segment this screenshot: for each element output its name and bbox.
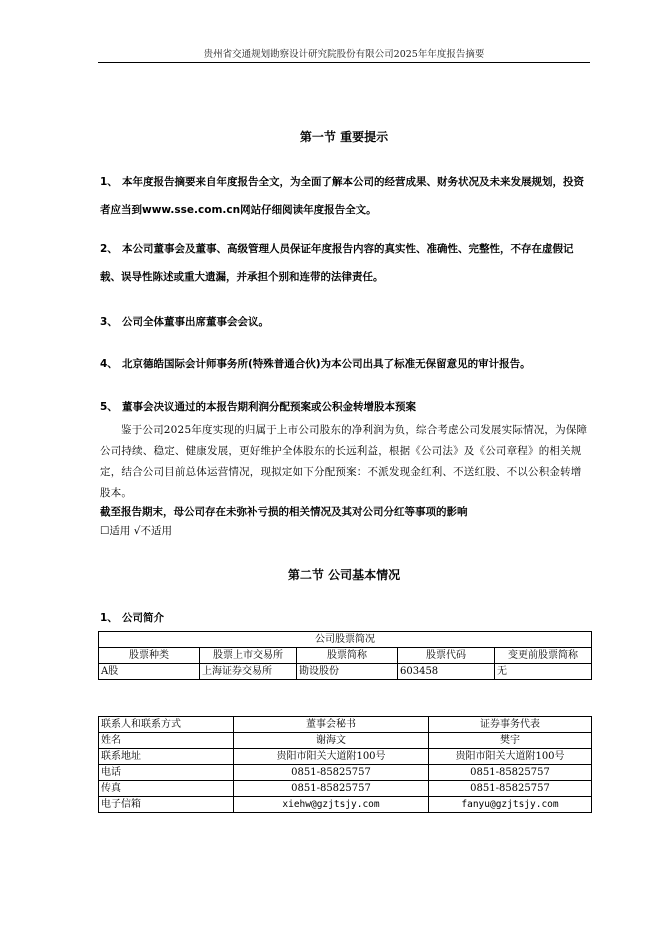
section-1-title: 第一节 重要提示 (299, 130, 389, 144)
item-text: 公司简介 (122, 612, 164, 624)
header-rule (98, 62, 590, 63)
table-row (99, 797, 592, 813)
item-number: 1、 (100, 176, 118, 188)
item-text: 北京德皓国际会计师事务所(特殊普通合伙)为本公司出具了标准无保留意见的审计报告。 (122, 358, 531, 370)
item-text: 董事会决议通过的本报告期利润分配预案或公积金转增股本预案 (122, 401, 416, 413)
notice-item-1 (100, 168, 592, 224)
table-row (99, 765, 592, 781)
stock-table-caption: 公司股票简况 (99, 632, 592, 648)
notice-item-2 (100, 235, 592, 291)
stock-cell-exchange: 上海证券交易所 (200, 664, 297, 680)
stock-header-former-name: 变更前股票简称 (495, 648, 592, 664)
contact-header-label: 联系人和联系方式 (99, 717, 234, 733)
rep-value: 0851-85825757 (429, 765, 592, 781)
table-row (99, 733, 592, 749)
stock-header-name: 股票简称 (297, 648, 398, 664)
item-text: 本年度报告摘要来自年度报告全文，为全面了解本公司的经营成果、财务状况及未来发展规划，投资者应当到www.sse.com.cn网站仔细阅读年度报告全文。 (100, 176, 584, 216)
secretary-value: 谢海文 (234, 733, 429, 749)
rep-email: fanyu@gzjtsjy.com (429, 797, 592, 813)
section-2-title: 第二节 公司基本情况 (287, 568, 401, 582)
stock-cell-type: A股 (99, 664, 200, 680)
rep-value: 樊宇 (429, 733, 592, 749)
secretary-email: xiehw@gzjtsjy.com (234, 797, 429, 813)
contact-label: 姓名 (99, 733, 234, 749)
item-number: 5、 (100, 401, 118, 413)
notice-item-4 (100, 350, 592, 378)
stock-cell-former-name: 无 (495, 664, 592, 680)
contact-table (98, 716, 592, 813)
secretary-value: 贵阳市阳关大道附100号 (234, 749, 429, 765)
stock-header-code: 股票代码 (398, 648, 495, 664)
item-number: 1、 (100, 612, 118, 624)
secretary-value: 0851-85825757 (234, 781, 429, 797)
item-number: 3、 (100, 316, 118, 328)
notice-item-5 (100, 393, 592, 421)
stock-cell-code: 603458 (398, 664, 495, 680)
item-text: 公司全体董事出席董事会会议。 (122, 316, 269, 328)
contact-header-secretary: 董事会秘书 (234, 717, 429, 733)
contact-label: 联系地址 (99, 749, 234, 765)
contact-label: 电话 (99, 765, 234, 781)
stock-cell-name: 勘设股份 (297, 664, 398, 680)
table-row (99, 781, 592, 797)
dividend-plan-text: 鉴于公司2025年度实现的归属于上市公司股东的净利润为负，综合考虑公司发展实际情况，为保障公司持续、稳定、健康发展，更好维护全体股东的长远利益，根据《公司法》及《公司章程》的相关规定，结合公司目前总体运营情况，现拟定如下分配预案：不派发现金红利、不送红股、不以公积金转增股本。 (100, 424, 588, 499)
stock-table (98, 631, 592, 680)
rep-value: 贵阳市阳关大道附100号 (429, 749, 592, 765)
deficit-note: 截至报告期末，母公司存在未弥补亏损的相关情况及其对公司分红等事项的影响 (100, 506, 468, 518)
page-header: 贵州省交通规划勘察设计研究院股份有限公司2025年年度报告摘要 (203, 49, 485, 60)
stock-header-exchange: 股票上市交易所 (200, 648, 297, 664)
item-number: 2、 (100, 243, 118, 255)
applicability-checkbox: ☐适用 √不适用 (100, 525, 172, 537)
table-row (99, 664, 592, 680)
item-number: 4、 (100, 358, 118, 370)
item-text: 本公司董事会及董事、高级管理人员保证年度报告内容的真实性、准确性、完整性，不存在虚假记载、误导性陈述或重大遗漏，并承担个别和连带的法律责任。 (100, 243, 574, 283)
contact-label: 电子信箱 (99, 797, 234, 813)
notice-item-3 (100, 308, 592, 336)
contact-header-rep: 证券事务代表 (429, 717, 592, 733)
secretary-value: 0851-85825757 (234, 765, 429, 781)
rep-value: 0851-85825757 (429, 781, 592, 797)
table-row (99, 749, 592, 765)
contact-label: 传真 (99, 781, 234, 797)
subsection-company-profile (100, 604, 592, 632)
stock-header-type: 股票种类 (99, 648, 200, 664)
